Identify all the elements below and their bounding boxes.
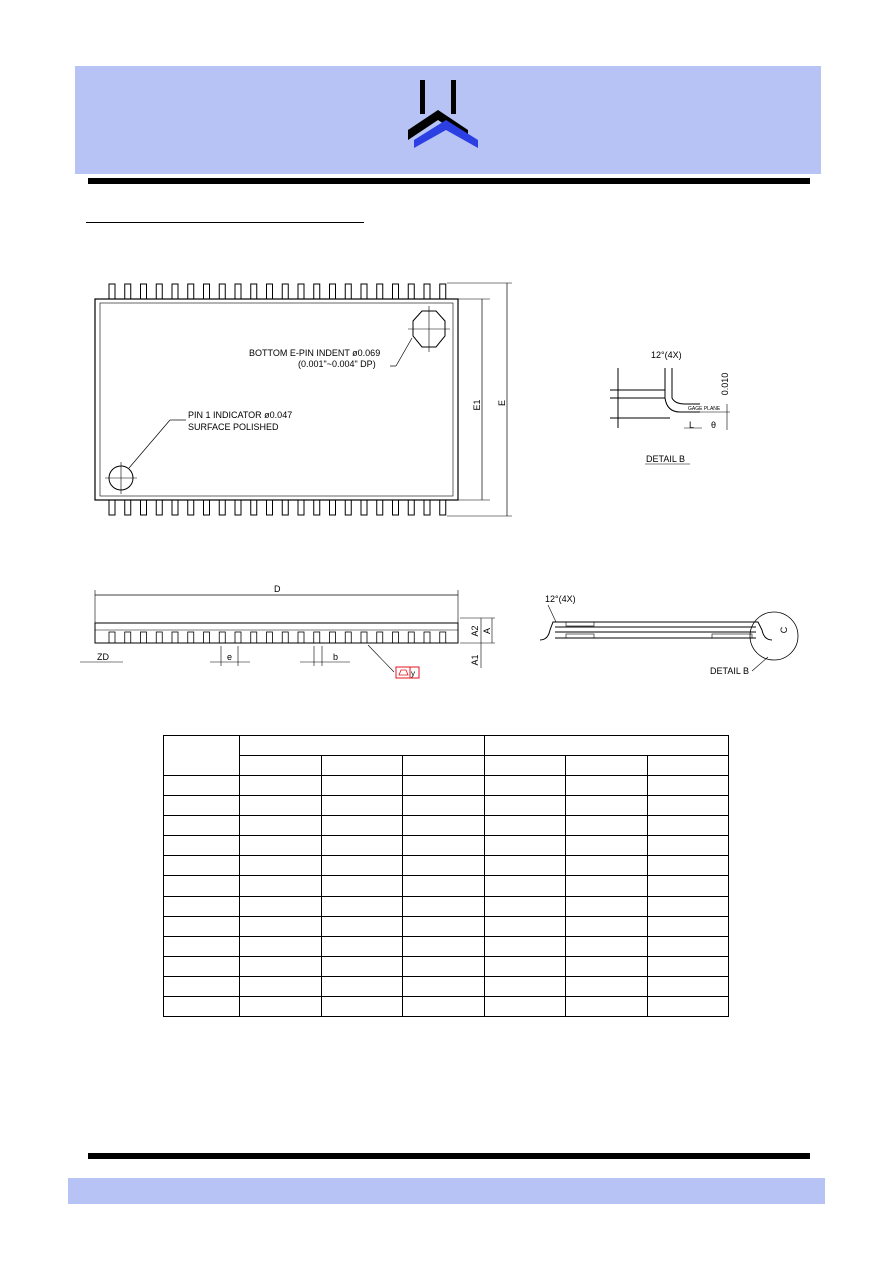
lead-pin <box>361 632 367 643</box>
e-label: E <box>497 399 507 407</box>
table-cell <box>321 836 403 856</box>
table-cell <box>403 796 485 816</box>
table-cell <box>164 896 240 916</box>
table-cell <box>484 856 566 876</box>
table-cell <box>484 936 566 956</box>
table-cell <box>566 976 648 996</box>
table-cell <box>403 776 485 796</box>
lead-pin <box>298 632 304 643</box>
table-cell <box>321 876 403 896</box>
table-cell <box>403 876 485 896</box>
lead-pin <box>377 500 383 515</box>
table-cell <box>240 796 322 816</box>
side-a-label: A <box>482 627 492 635</box>
table-cell <box>647 996 729 1016</box>
table-row <box>164 896 729 916</box>
table-cell <box>566 796 648 816</box>
table-cell <box>647 796 729 816</box>
bottom-indent-icon <box>408 306 450 352</box>
table-cell <box>321 816 403 836</box>
lead-pin <box>393 500 399 515</box>
side-e-label: e <box>227 652 233 662</box>
lead-pin <box>314 500 320 515</box>
table-cell <box>566 756 648 776</box>
pin1-label-2: SURFACE POLISHED <box>188 422 279 432</box>
lead-pin <box>219 632 225 643</box>
bottom-rule <box>88 1153 810 1159</box>
table-cell <box>484 976 566 996</box>
lead-pin <box>125 500 131 515</box>
table-cell <box>403 896 485 916</box>
lead-pin <box>330 284 336 299</box>
table-cell <box>566 936 648 956</box>
table-cell <box>566 856 648 876</box>
lead-pin <box>141 284 147 299</box>
table-cell <box>484 956 566 976</box>
end-view-c: C <box>779 626 789 634</box>
table-cell <box>647 936 729 956</box>
lead-pin <box>109 500 115 515</box>
footer-band <box>68 1178 825 1204</box>
lead-pin <box>188 500 194 515</box>
detail-b-angle: 12°(4X) <box>651 350 682 360</box>
table-cell <box>240 836 322 856</box>
table-cell <box>566 836 648 856</box>
lead-pin <box>314 284 320 299</box>
table-cell <box>566 916 648 936</box>
lead-pin <box>424 500 430 515</box>
table-cell <box>164 836 240 856</box>
lead-pin <box>298 284 304 299</box>
table-cell <box>321 976 403 996</box>
table-cell <box>321 796 403 816</box>
e1-label: E1 <box>472 399 482 411</box>
table-row <box>164 916 729 936</box>
table-row <box>164 836 729 856</box>
lead-pin <box>188 284 194 299</box>
table-cell <box>484 796 566 816</box>
lead-pin <box>345 500 351 515</box>
table-cell <box>240 976 322 996</box>
table-cell <box>566 956 648 976</box>
lead-pin <box>251 284 257 299</box>
top-view-body <box>95 299 458 500</box>
lead-pin <box>204 284 210 299</box>
table-cell <box>321 896 403 916</box>
table-cell <box>484 836 566 856</box>
end-view-detail-ref: DETAIL B <box>710 666 750 676</box>
table-cell <box>484 996 566 1016</box>
table-cell <box>164 796 240 816</box>
table-row <box>164 976 729 996</box>
table-cell <box>240 876 322 896</box>
table-cell <box>240 776 322 796</box>
side-zd-label: ZD <box>97 652 109 662</box>
table-cell <box>484 736 729 756</box>
lead-pin <box>282 632 288 643</box>
table-cell <box>321 756 403 776</box>
lead-pin <box>219 500 225 515</box>
lead-pin <box>172 284 178 299</box>
table-cell <box>164 736 240 776</box>
table-cell <box>321 856 403 876</box>
pin1-label-1: PIN 1 INDICATOR ø0.047 <box>188 410 293 420</box>
table-cell <box>164 956 240 976</box>
table-cell <box>240 896 322 916</box>
table-cell <box>484 916 566 936</box>
lead-pin <box>361 284 367 299</box>
detail-b-title: DETAIL B <box>646 454 686 464</box>
table-cell <box>647 756 729 776</box>
lead-pin <box>345 284 351 299</box>
table-cell <box>164 816 240 836</box>
flatness-icon <box>396 667 410 678</box>
lead-pin <box>267 284 273 299</box>
detail-b-l: L <box>689 420 695 430</box>
table-row <box>164 816 729 836</box>
pin1-indicator-icon <box>105 462 137 494</box>
table-cell <box>647 956 729 976</box>
lead-pin <box>424 284 430 299</box>
side-a1-label: A1 <box>470 654 480 666</box>
lead-pin <box>235 500 241 515</box>
dimension-table <box>163 735 729 1017</box>
table-cell <box>484 816 566 836</box>
end-view-angle: 12°(4X) <box>545 594 576 604</box>
gage-plane-label: GAGE PLANE <box>688 406 721 412</box>
table-row <box>164 736 729 756</box>
side-view-body <box>95 623 458 643</box>
table-cell <box>164 776 240 796</box>
table-cell <box>647 916 729 936</box>
end-view-drawing <box>540 612 798 660</box>
table-row <box>164 996 729 1016</box>
table-row <box>164 856 729 876</box>
lead-pin <box>377 284 383 299</box>
table-cell <box>566 776 648 796</box>
table-cell <box>647 836 729 856</box>
table-cell <box>164 976 240 996</box>
lead-pin <box>440 632 446 643</box>
table-cell <box>647 976 729 996</box>
table-cell <box>240 856 322 876</box>
lead-pin <box>267 500 273 515</box>
lead-pin <box>408 632 414 643</box>
table-cell <box>240 956 322 976</box>
lead-pin <box>251 500 257 515</box>
lead-pin <box>282 284 288 299</box>
table-cell <box>164 916 240 936</box>
table-cell <box>321 956 403 976</box>
lead-pin <box>141 500 147 515</box>
lead-pin <box>156 500 162 515</box>
lead-pin <box>235 632 241 643</box>
lead-pin <box>440 500 446 515</box>
lead-pin <box>188 632 194 643</box>
lead-pin <box>298 500 304 515</box>
lead-pin <box>204 632 210 643</box>
table-cell <box>484 756 566 776</box>
table-cell <box>647 896 729 916</box>
table-cell <box>403 956 485 976</box>
lead-pin <box>377 632 383 643</box>
lead-pin <box>156 284 162 299</box>
flatness-y-label: y <box>411 669 415 678</box>
table-cell <box>566 996 648 1016</box>
lead-pin <box>314 632 320 643</box>
table-cell <box>240 916 322 936</box>
table-cell <box>164 876 240 896</box>
table-cell <box>240 736 485 756</box>
table-row <box>164 956 729 976</box>
table-cell <box>321 936 403 956</box>
table-row <box>164 796 729 816</box>
table-cell <box>566 876 648 896</box>
lead-pin <box>440 284 446 299</box>
table-cell <box>403 936 485 956</box>
lead-pin <box>330 500 336 515</box>
lead-pin <box>251 632 257 643</box>
table-row <box>164 936 729 956</box>
lead-pin <box>330 632 336 643</box>
table-cell <box>403 976 485 996</box>
detail-b-010: 0.010 <box>720 372 730 396</box>
table-cell <box>321 776 403 796</box>
lead-pin <box>172 500 178 515</box>
lead-pin <box>125 284 131 299</box>
lead-pin <box>156 632 162 643</box>
table-cell <box>164 856 240 876</box>
table-row <box>164 876 729 896</box>
lead-pin <box>282 500 288 515</box>
bottom-indent-label-1: BOTTOM E-PIN INDENT ø0.069 <box>249 348 381 358</box>
lead-pin <box>361 500 367 515</box>
lead-pin <box>345 632 351 643</box>
table-row <box>164 756 729 776</box>
table-cell <box>484 896 566 916</box>
table-cell <box>321 996 403 1016</box>
table-cell <box>566 816 648 836</box>
table-cell <box>164 996 240 1016</box>
bottom-indent-label-2: (0.001"~0.004" DP) <box>298 359 376 369</box>
table-cell <box>164 936 240 956</box>
lead-pin <box>172 632 178 643</box>
table-cell <box>647 816 729 836</box>
lead-pin <box>219 284 225 299</box>
table-cell <box>647 776 729 796</box>
table-cell <box>403 816 485 836</box>
lead-pin <box>235 284 241 299</box>
lead-pin <box>267 632 273 643</box>
lead-pin <box>424 632 430 643</box>
table-cell <box>240 816 322 836</box>
lead-pin <box>408 500 414 515</box>
detail-b-theta: θ <box>711 420 717 430</box>
lead-pin <box>141 632 147 643</box>
table-cell <box>566 896 648 916</box>
table-cell <box>240 756 322 776</box>
lead-pin <box>204 500 210 515</box>
table-cell <box>240 996 322 1016</box>
lead-pin <box>109 632 115 643</box>
lead-pin <box>393 284 399 299</box>
table-cell <box>403 856 485 876</box>
lead-pin <box>125 632 131 643</box>
side-a2-label: A2 <box>470 625 480 637</box>
table-cell <box>647 856 729 876</box>
table-cell <box>403 996 485 1016</box>
lead-pin <box>109 284 115 299</box>
table-cell <box>403 836 485 856</box>
table-cell <box>321 916 403 936</box>
table-cell <box>484 876 566 896</box>
table-row <box>164 776 729 796</box>
side-d-label: D <box>274 584 281 594</box>
table-cell <box>403 916 485 936</box>
table-cell <box>240 936 322 956</box>
table-cell <box>403 756 485 776</box>
lead-pin <box>408 284 414 299</box>
lead-pin <box>393 632 399 643</box>
table-cell <box>647 876 729 896</box>
side-b-label: b <box>333 652 339 662</box>
table-cell <box>484 776 566 796</box>
